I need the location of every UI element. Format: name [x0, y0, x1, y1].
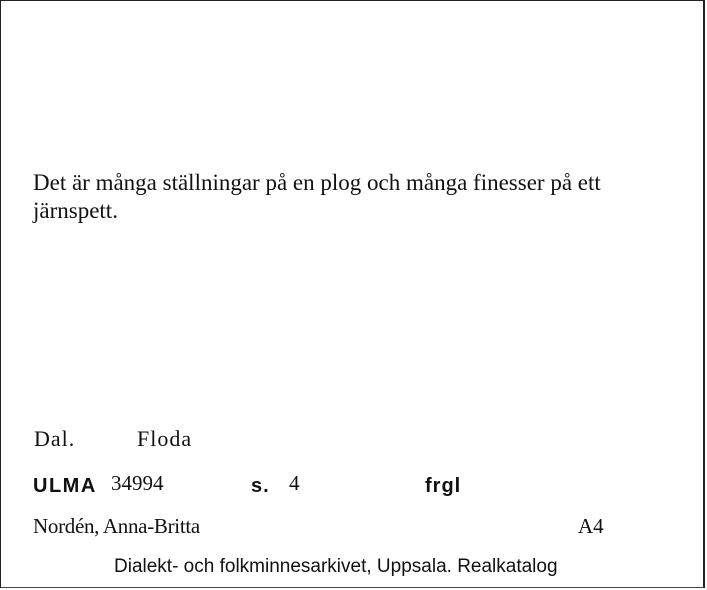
- archive-code: ULMA: [33, 475, 97, 497]
- archive-footer: Dialekt- och folkminnesarkivet, Uppsala. Realkatalog: [114, 556, 558, 577]
- parish-label: Floda: [137, 426, 193, 451]
- format-label: A4: [578, 514, 604, 538]
- category-code: frgl: [425, 475, 462, 497]
- page-number: 4: [289, 471, 300, 495]
- card-text-line: Det är många ställningar på en plog och många finesser på ett: [33, 170, 601, 195]
- informant-name: Nordén, Anna-Britta: [33, 514, 200, 538]
- card-text-line: järnspett.: [33, 198, 118, 223]
- card-text: [33, 169, 683, 225]
- record-number: 34994: [111, 471, 164, 495]
- page-label: s.: [251, 475, 270, 497]
- province-label: Dal.: [34, 426, 76, 451]
